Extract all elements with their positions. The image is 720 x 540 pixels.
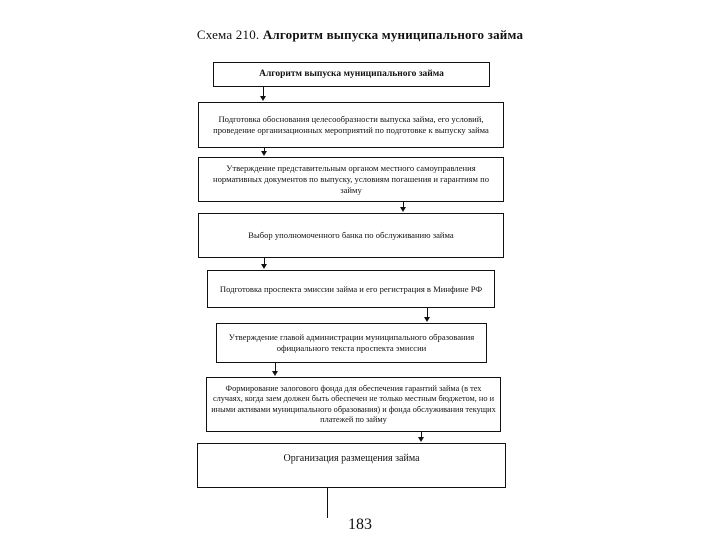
step-text-placement: Организация размещения займа: [283, 453, 420, 464]
step-box-admin-approval: [216, 323, 487, 363]
step-text-bank-selection: Выбор уполномоченного банка по обслуживанию займа: [248, 230, 454, 240]
arrow-connector: [264, 258, 265, 265]
step-box-preparation: [198, 102, 504, 148]
arrow-connector: [403, 202, 404, 208]
step-box-collateral-fund: [206, 377, 501, 432]
title-main: Алгоритм выпуска муниципального займа: [262, 27, 524, 42]
step-text-approval-docs: Утверждение представительным органом местного самоуправления нормативных документов по выпуску, условиям погашения и гарантиям по займу: [213, 163, 489, 195]
diagram-title: [0, 27, 720, 43]
arrow-connector: [263, 87, 264, 97]
step-box-header: [213, 62, 490, 87]
step-box-placement: [197, 443, 506, 488]
title-prefix: Схема 210.: [196, 27, 260, 42]
step-box-prospectus: [207, 270, 495, 308]
arrow-connector: [421, 432, 422, 438]
step-text-admin-approval: Утверждение главой администрации муниципального образования официального текста проспекта эмиссии: [228, 332, 475, 353]
step-box-bank-selection: [198, 213, 504, 258]
step-text-collateral-fund: Формирование залогового фонда для обеспечения гарантий займа (в тех случаях, когда заем должен быть обеспечен не только местным бюджетом, но и иными активами муниципального образования) и фонда обслуживания текущих платежей по займу: [211, 383, 496, 424]
arrow-connector: [264, 148, 265, 152]
step-box-approval-docs: [198, 157, 504, 202]
page-number: 183: [348, 516, 372, 533]
arrow-connector: [427, 308, 428, 318]
step-text-header: Алгоритм выпуска муниципального займа: [259, 69, 444, 79]
step-text-prospectus: Подготовка проспекта эмиссии займа и его регистрация в Минфине РФ: [219, 283, 483, 294]
arrow-connector: [275, 363, 276, 372]
bottom-connector-line: [327, 488, 328, 518]
step-text-preparation: Подготовка обоснования целесообразности выпуска займа, его условий, проведение организационных мероприятий по подготовке к выпуску займа: [213, 114, 489, 135]
